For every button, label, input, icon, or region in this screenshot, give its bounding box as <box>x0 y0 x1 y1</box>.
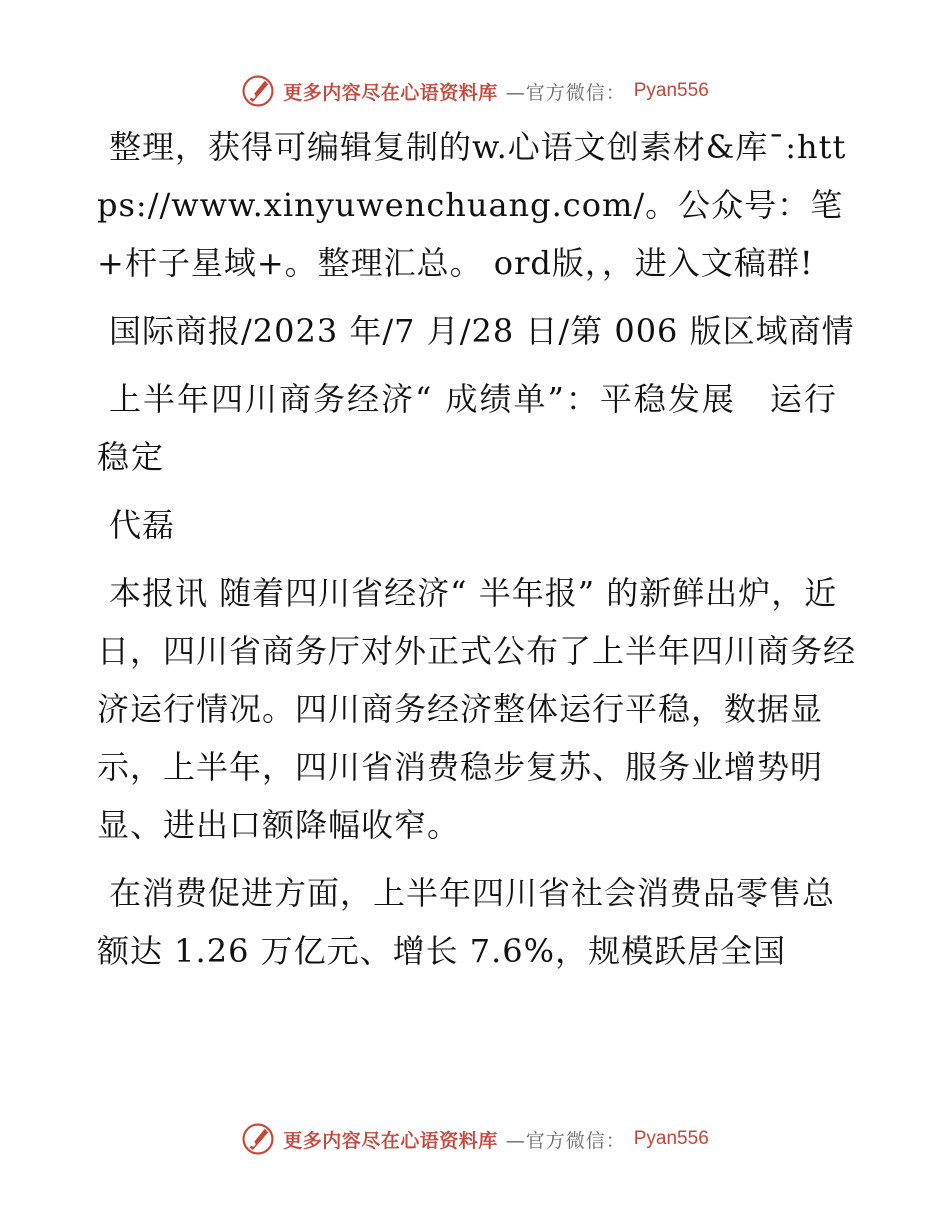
author-name: 代磊 <box>109 506 176 544</box>
body-paragraph: 在消费促进方面，上半年四川省社会消费品零售总额达 1.26 万亿元、增长 7.6%，规模跃居全国 <box>97 874 836 970</box>
intro-paragraph: 整理，获得可编辑复制的w.心语文创素材&库¯:https://www.xinyuwenchuang.com/。公众号：笔+杆子星域+。整理汇总。 ord版，，进入文稿群! <box>97 128 847 282</box>
body-paragraph: 本报讯 随着四川省经济“ 半年报” 的新鲜出炉，近日，四川省商务厅对外正式公布了上半年四川商务经济运行情况。四川商务经济整体运行平稳，数据显示，上半年，四川省消费稳步复苏、服务业增势明显、进出口额降幅收窄。 <box>97 574 857 844</box>
banner-wechat-id: Pyan556 <box>633 1128 709 1149</box>
banner-wechat-label: —官方微信： <box>505 1129 626 1152</box>
source-line: 国际商报/2023 年/7 月/28 日/第 006 版区域商情 <box>109 312 855 350</box>
brand-logo-icon <box>241 74 275 108</box>
banner-brand-text: 更多内容尽在心语资料库 <box>283 1129 498 1152</box>
watermark-banner-bottom <box>0 1119 950 1159</box>
banner-brand-text: 更多内容尽在心语资料库 <box>283 81 498 104</box>
article-title: 上半年四川商务经济“ 成绩单”：平稳发展 运行稳定 <box>97 380 838 476</box>
banner-wechat-label: —官方微信： <box>505 81 626 104</box>
brand-logo-icon <box>241 1122 275 1156</box>
watermark-banner-top <box>0 71 950 111</box>
banner-wechat-id: Pyan556 <box>633 80 709 101</box>
document-body <box>97 118 857 990</box>
